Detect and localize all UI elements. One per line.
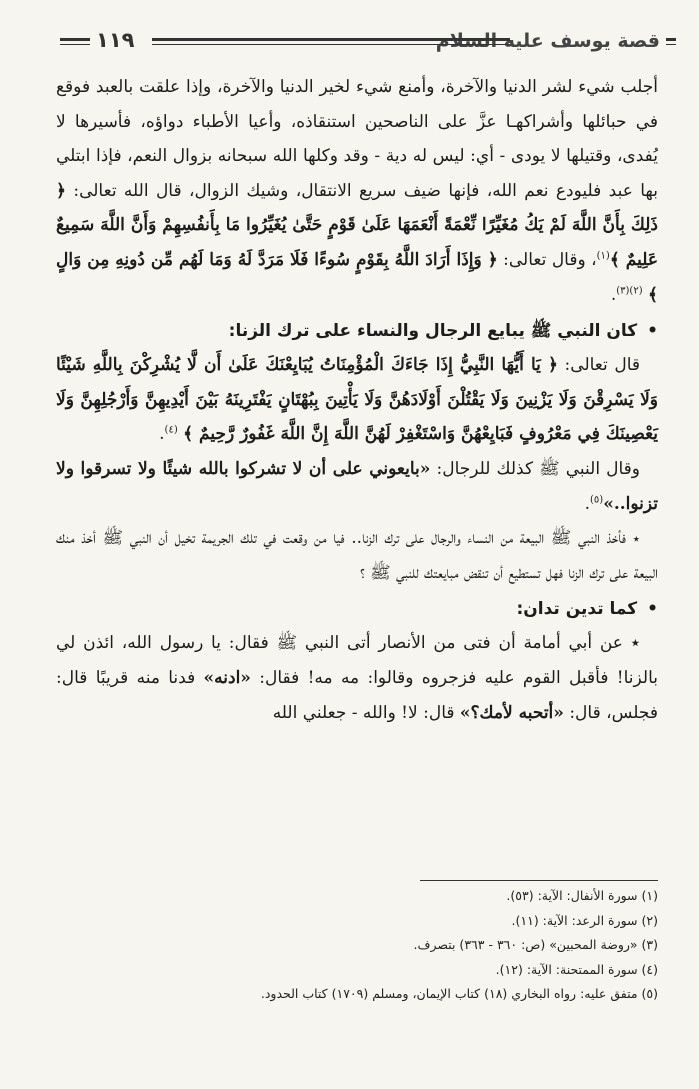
section-heading-text: كما تدين تدان:: [516, 599, 638, 620]
paragraph-4: [56, 521, 658, 590]
paragraph-text: أجلب شيء لشر الدنيا والآخرة، وأمنع شيء لخير الدنيا والآخرة، وإذا علقت بالعبد فوقع في حبائلها وأشراكهـا عزَّ على الناصحين استنقاذه، وأعيا الأطباء دواؤه، فأسيرها لا يُفدى، وقتيلها لا يودى - أي: ليس له دية - وقد وكلها الله سبحانه بزوال النعم، فإذا ابتلي بها عبد فليودع نعم الله، فإنها ضيف سريع الانتقال، وشيك الزوال، قال الله تعالى:: [56, 77, 658, 201]
paragraph-text: .: [610, 284, 617, 305]
footnote-separator: [420, 880, 658, 881]
page-number: ١١٩: [96, 28, 135, 52]
paragraph-text: وقال النبي ﷺ كذلك للرجال:: [436, 458, 640, 479]
footnote-item: (٢) سورة الرعد: الآية: (١١).: [511, 912, 658, 928]
paragraph-3: [56, 452, 658, 521]
footnote-item: (٣) «روضة المحبين» (ص: ٣٦٠ - ٣٦٣) بتصرف.: [413, 937, 658, 953]
page-body: [56, 70, 658, 730]
hadith-quote: «بايعوني على أن لا تشركوا بالله شيئًا ولا تسرقوا ولا تزنوا..»: [56, 458, 658, 514]
footnote-item: (٤) سورة الممتحنة: الآية: (١٢).: [495, 961, 658, 977]
header-rule-center: [152, 38, 510, 45]
running-title: قصة يوسف عليه السلام: [435, 30, 660, 52]
page-header: [60, 30, 660, 64]
paragraph-text: فدنا منه قريبًا قال: فجلس، قال:: [56, 667, 658, 723]
footnote-ref: (٥): [590, 493, 604, 505]
paragraph-text: .: [159, 424, 165, 445]
footnote-item: (٥) متفق عليه: رواه البخاري (١٨) كتاب الإيمان، ومسلم (١٧٠٩) كتاب الحدود.: [260, 986, 658, 1002]
paragraph-text: قال تعالى:: [564, 355, 640, 376]
header-rule-left: [60, 38, 90, 45]
hadith-quote: «أتحبه لأمك؟»: [459, 702, 564, 723]
bullet-icon: •: [647, 321, 658, 342]
section-heading: [56, 314, 658, 348]
footnotes: [100, 884, 658, 1007]
footnote-ref: (٤): [164, 424, 178, 436]
paragraph-text: .: [584, 493, 590, 514]
paragraph-5: [56, 626, 658, 730]
star-icon: ٭: [630, 633, 641, 654]
paragraph-text: ، وقال تعالى:: [503, 249, 597, 270]
section-heading: [56, 592, 658, 626]
quran-verse: ﴿ ذَلِكَ بِأَنَّ اللَّهَ لَمْ يَكُ مُغَيِّرًا نِّعْمَةً أَنْعَمَهَا عَلَىٰ قَوْمٍ حَتَّىٰ يُغَيِّرُوا مَا بِأَنفُسِهِمْ وَأَنَّ اللَّهَ سَمِيعٌ عَلِيمٌ ﴾: [56, 180, 658, 270]
quran-verse: ﴿ يَا أَيُّهَا النَّبِيُّ إِذَا جَاءَكَ الْمُؤْمِنَاتُ يُبَايِعْنَكَ عَلَىٰ أَن لَّا يُشْرِكْنَ بِاللَّهِ شَيْئًا وَلَا يَسْرِقْنَ وَلَا يَزْنِينَ وَلَا يَقْتُلْنَ أَوْلَادَهُنَّ وَلَا يَأْتِينَ بِبُهْتَانٍ يَفْتَرِينَهُ بَيْنَ أَيْدِيهِنَّ وَأَرْجُلِهِنَّ وَلَا يَعْصِينَكَ فِي مَعْرُوفٍ فَبَايِعْهُنَّ وَاسْتَغْفِرْ لَهُنَّ اللَّهَ إِنَّ اللَّهَ غَفُورٌ رَّحِيمٌ ﴾: [56, 355, 658, 445]
hadith-quote: «ادنه»: [203, 667, 251, 688]
footnote-ref: (٢)(٣): [616, 284, 643, 296]
header-rule-right: [666, 38, 676, 45]
star-icon: ٭: [632, 528, 640, 549]
paragraph-1: [56, 70, 658, 312]
paragraph-text: عن أبي أمامة أن فتى من الأنصار أتى النبي ﷺ فقال: يا رسول الله، ائذن لي بالزنا! فأقبل القوم عليه فزجروه وقالوا: مه مه! فقال:: [56, 633, 659, 688]
paragraph-text: فأخذ النبي ﷺ البيعة من النساء والرجال على ترك الزنا.. فيا من وقعت في تلك الجريمة تخيل أن النبي ﷺ أخذ منك البيعة على ترك الزنا فهل تستطيع أن تنقض مبايعتك للنبي ﷺ ؟: [56, 528, 658, 583]
bullet-icon: •: [647, 599, 658, 620]
quran-verse: ﴿ وَإِذَا أَرَادَ اللَّهُ بِقَوْمٍ سُوءًا فَلَا مَرَدَّ لَهُ وَمَا لَهُم مِّن دُونِهِ مِن وَالٍ ﴾: [56, 249, 658, 305]
footnote-item: (١) سورة الأنفال: الآية: (٥٣).: [506, 888, 658, 903]
section-heading-text: كان النبي ﷺ يبايع الرجال والنساء على ترك الزنا:: [228, 321, 638, 342]
paragraph-2: [56, 348, 658, 452]
footnote-ref: (١): [596, 250, 610, 262]
paragraph-text: قال: لا! والله - جعلني الله: [272, 702, 455, 723]
